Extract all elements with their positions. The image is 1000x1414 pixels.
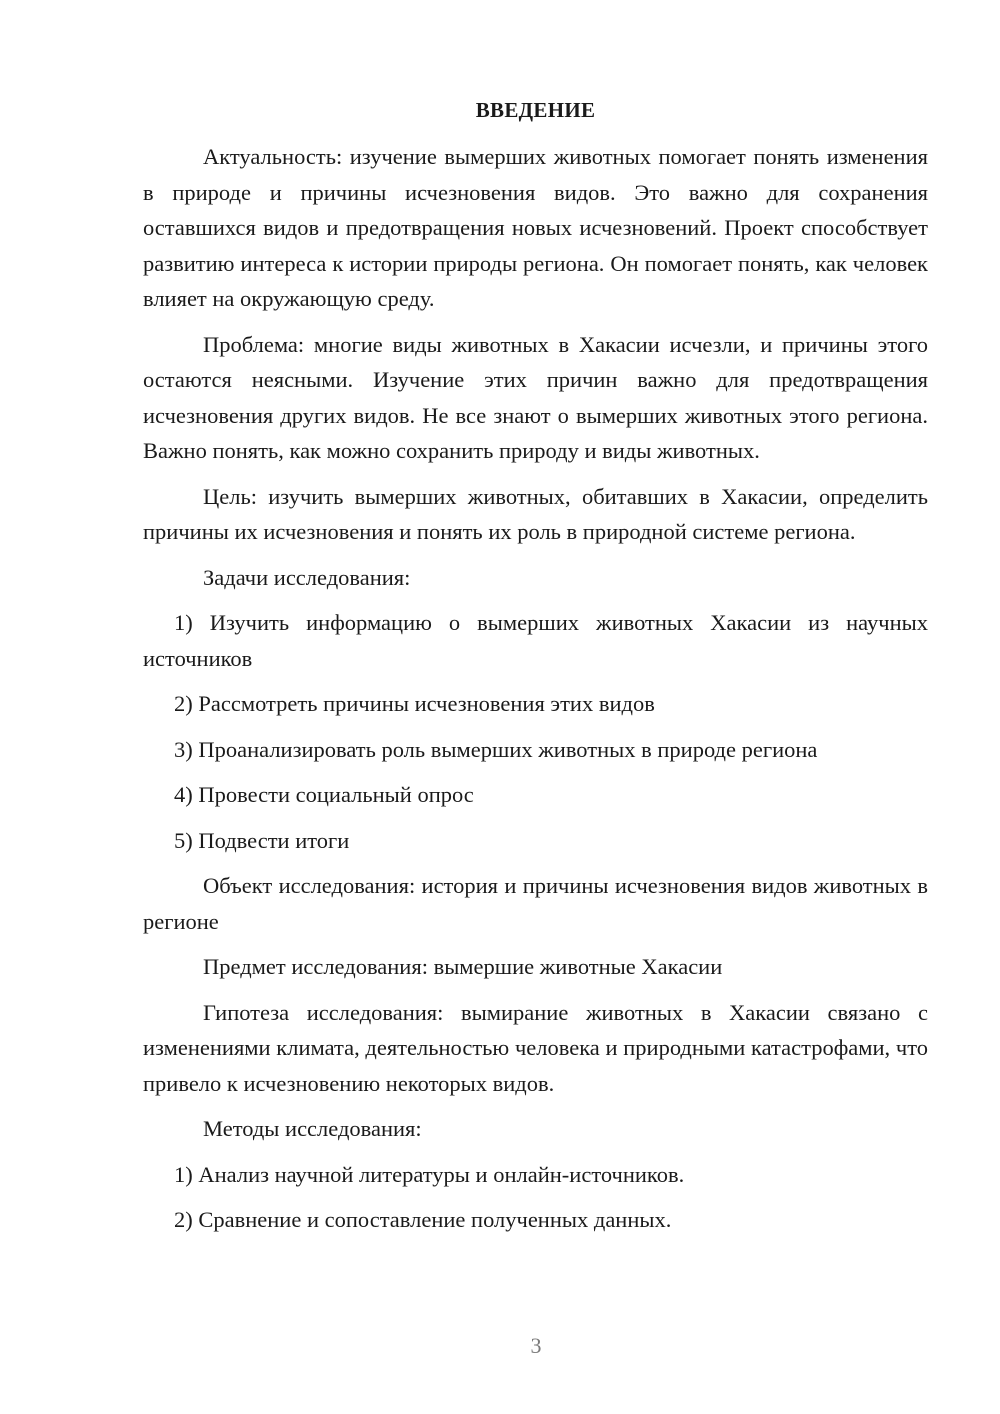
methods-heading: Методы исследования: bbox=[203, 1116, 422, 1141]
page-title: ВВЕДЕНИЕ bbox=[475, 98, 596, 122]
page-number: 3 bbox=[530, 1333, 542, 1358]
tasks-heading: Задачи исследования: bbox=[203, 564, 411, 590]
paragraph-relevance: Актуальность: изучение вымерших животных помогает понять изменения в природе и причины исчезновения видов. Это важно для сохранения оставшихся видов и предотвращения новых исчезновений. Проект способствует развитию интереса к истории природы региона. Он помогает понять, как человек влияет на окружающую среду. bbox=[143, 144, 928, 311]
paragraph-subject: Предмет исследования: вымершие животные Хакасии bbox=[203, 954, 723, 979]
task-item-4: 4) Провести социальный опрос bbox=[174, 782, 474, 807]
task-item-1: 1) Изучить информацию о вымерших животных Хакасии из научных источников bbox=[143, 610, 928, 671]
document-page bbox=[143, 95, 928, 1248]
method-item-1: 1) Анализ научной литературы и онлайн-источников. bbox=[174, 1161, 685, 1187]
method-item-2: 2) Сравнение и сопоставление полученных данных. bbox=[174, 1207, 672, 1232]
paragraph-goal: Цель: изучить вымерших животных, обитавших в Хакасии, определить причины их исчезновения и понять их роль в природной системе региона. bbox=[143, 483, 928, 544]
task-item-5: 5) Подвести итоги bbox=[174, 827, 350, 853]
task-item-2: 2) Рассмотреть причины исчезновения этих видов bbox=[174, 691, 655, 716]
paragraph-object: Объект исследования: история и причины исчезновения видов животных в регионе bbox=[143, 873, 928, 934]
task-item-3: 3) Проанализировать роль вымерших животных в природе региона bbox=[174, 736, 818, 762]
paragraph-hypothesis: Гипотеза исследования: вымирание животных в Хакасии связано с изменениями климата, деятельностью человека и природными катастрофами, что привело к исчезновению некоторых видов. bbox=[143, 999, 928, 1096]
paragraph-problem: Проблема: многие виды животных в Хакасии исчезли, и причины этого остаются неясными. Изучение этих причин важно для предотвращения исчезновения других видов. Не все знают о вымерших животных этого региона. Важно понять, как можно сохранить природу и виды животных. bbox=[143, 331, 928, 463]
